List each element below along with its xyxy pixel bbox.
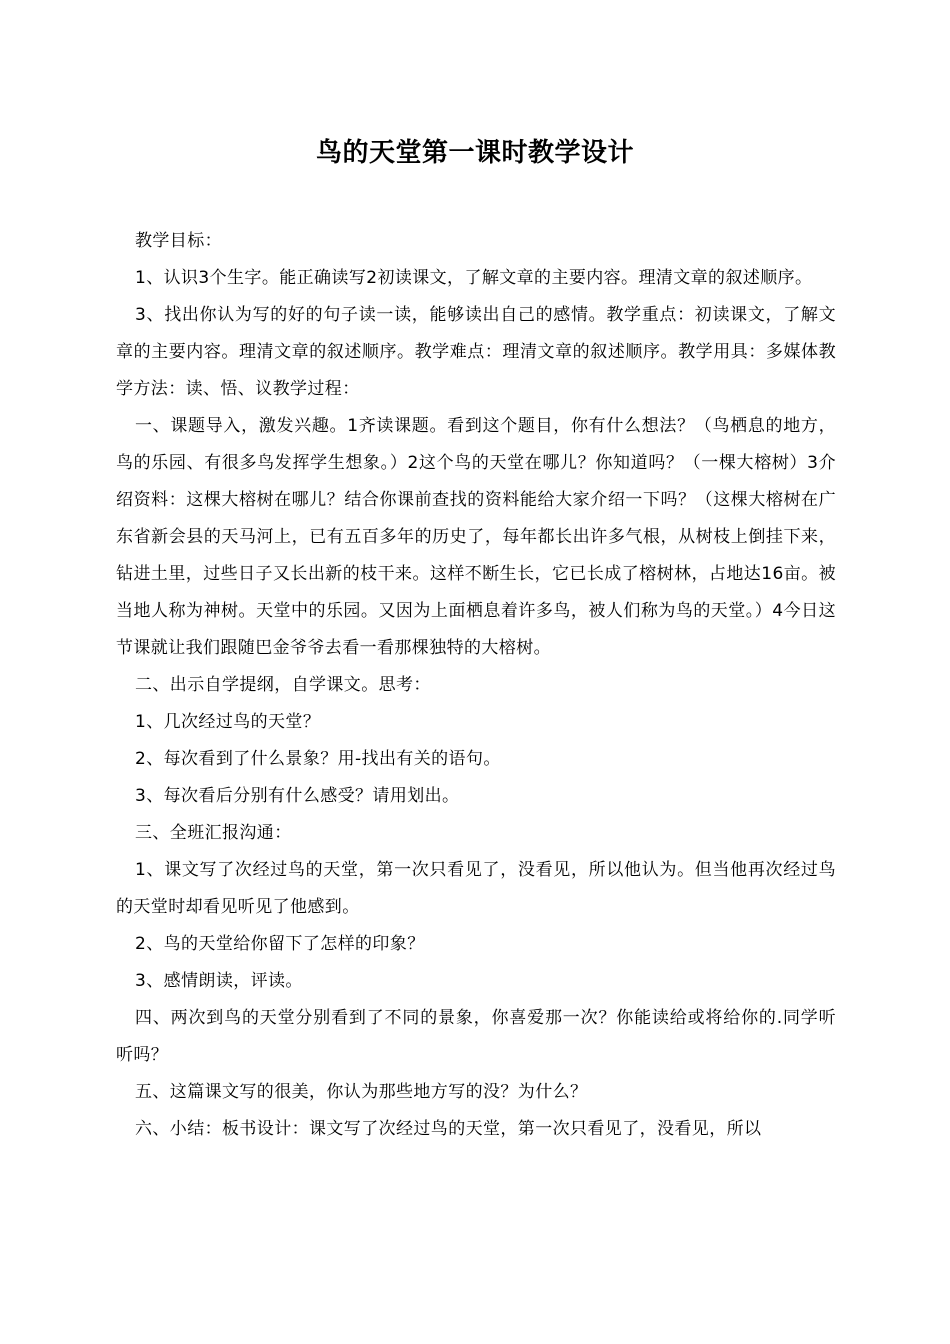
- paragraph-section-5: 五、这篇课文写的很美，你认为那些地方写的没？为什么？: [135, 1082, 588, 1102]
- paragraph-report-2: 2、鸟的天堂给你留下了怎样的印象？: [135, 934, 425, 954]
- paragraph-section-1: 一、课题导入，激发兴趣。1齐读课题。看到这个题目，你有什么想法？（鸟栖息的地方，鸟的乐园、有很多鸟发挥学生想象。）2这个鸟的天堂在哪儿？你知道吗？（一棵大榕树）3介绍资料：这棵大榕树在哪儿？结合你课前查找的资料能给大家介绍一下吗？（这棵大榕树在广东省新会县的天马河上，已有五百多年的历史了，每年都长出许多气根，从树枝上倒挂下来，钻进土里，过些日子又长出新的枝干来。这样不断生长，它已长成了榕树林，占地达16亩。被当地人称为神树。天堂中的乐园。又因为上面栖息着许多鸟，被人们称为鸟的天堂。）4今日这节课就让我们跟随巴金爷爷去看一看那棵独特的大榕树。: [116, 416, 836, 658]
- paragraph-report-3: 3、感情朗读，评读。: [135, 971, 303, 991]
- paragraph-report-1: 1、课文写了次经过鸟的天堂，第一次只看见了，没看见，所以他认为。但当他再次经过鸟的天堂时却看见听见了他感到。: [116, 860, 836, 917]
- paragraph-objective-3: 3、找出你认为写的好的句子读一读，能够读出自己的感情。教学重点：初读课文，了解文章的主要内容。理清文章的叙述顺序。教学难点：理清文章的叙述顺序。教学用具：多媒体教学方法：读、悟、议教学过程：: [116, 305, 836, 399]
- paragraph-objectives-heading: 教学目标：: [135, 231, 222, 251]
- paragraph-question-3: 3、每次看后分别有什么感受？请用划出。: [135, 786, 460, 806]
- paragraph-section-4: 四、两次到鸟的天堂分别看到了不同的景象，你喜爱那一次？你能读给或将给你的.同学听听吗？: [116, 1008, 836, 1065]
- paragraph-question-1: 1、几次经过鸟的天堂？: [135, 712, 321, 732]
- document-body: [116, 223, 836, 1148]
- paragraph-section-6: 六、小结：板书设计：课文写了次经过鸟的天堂，第一次只看见了，没看见，所以: [135, 1119, 762, 1139]
- document-title: 鸟的天堂第一课时教学设计: [315, 138, 634, 168]
- paragraph-section-2: 二、出示自学提纲，自学课文。思考：: [135, 675, 431, 695]
- paragraph-section-3: 三、全班汇报沟通：: [135, 823, 292, 843]
- paragraph-question-2: 2、每次看到了什么景象？用-找出有关的语句。: [135, 749, 501, 769]
- paragraph-objective-1: 1、认识3个生字。能正确读写2初读课文，了解文章的主要内容。理清文章的叙述顺序。: [135, 268, 813, 288]
